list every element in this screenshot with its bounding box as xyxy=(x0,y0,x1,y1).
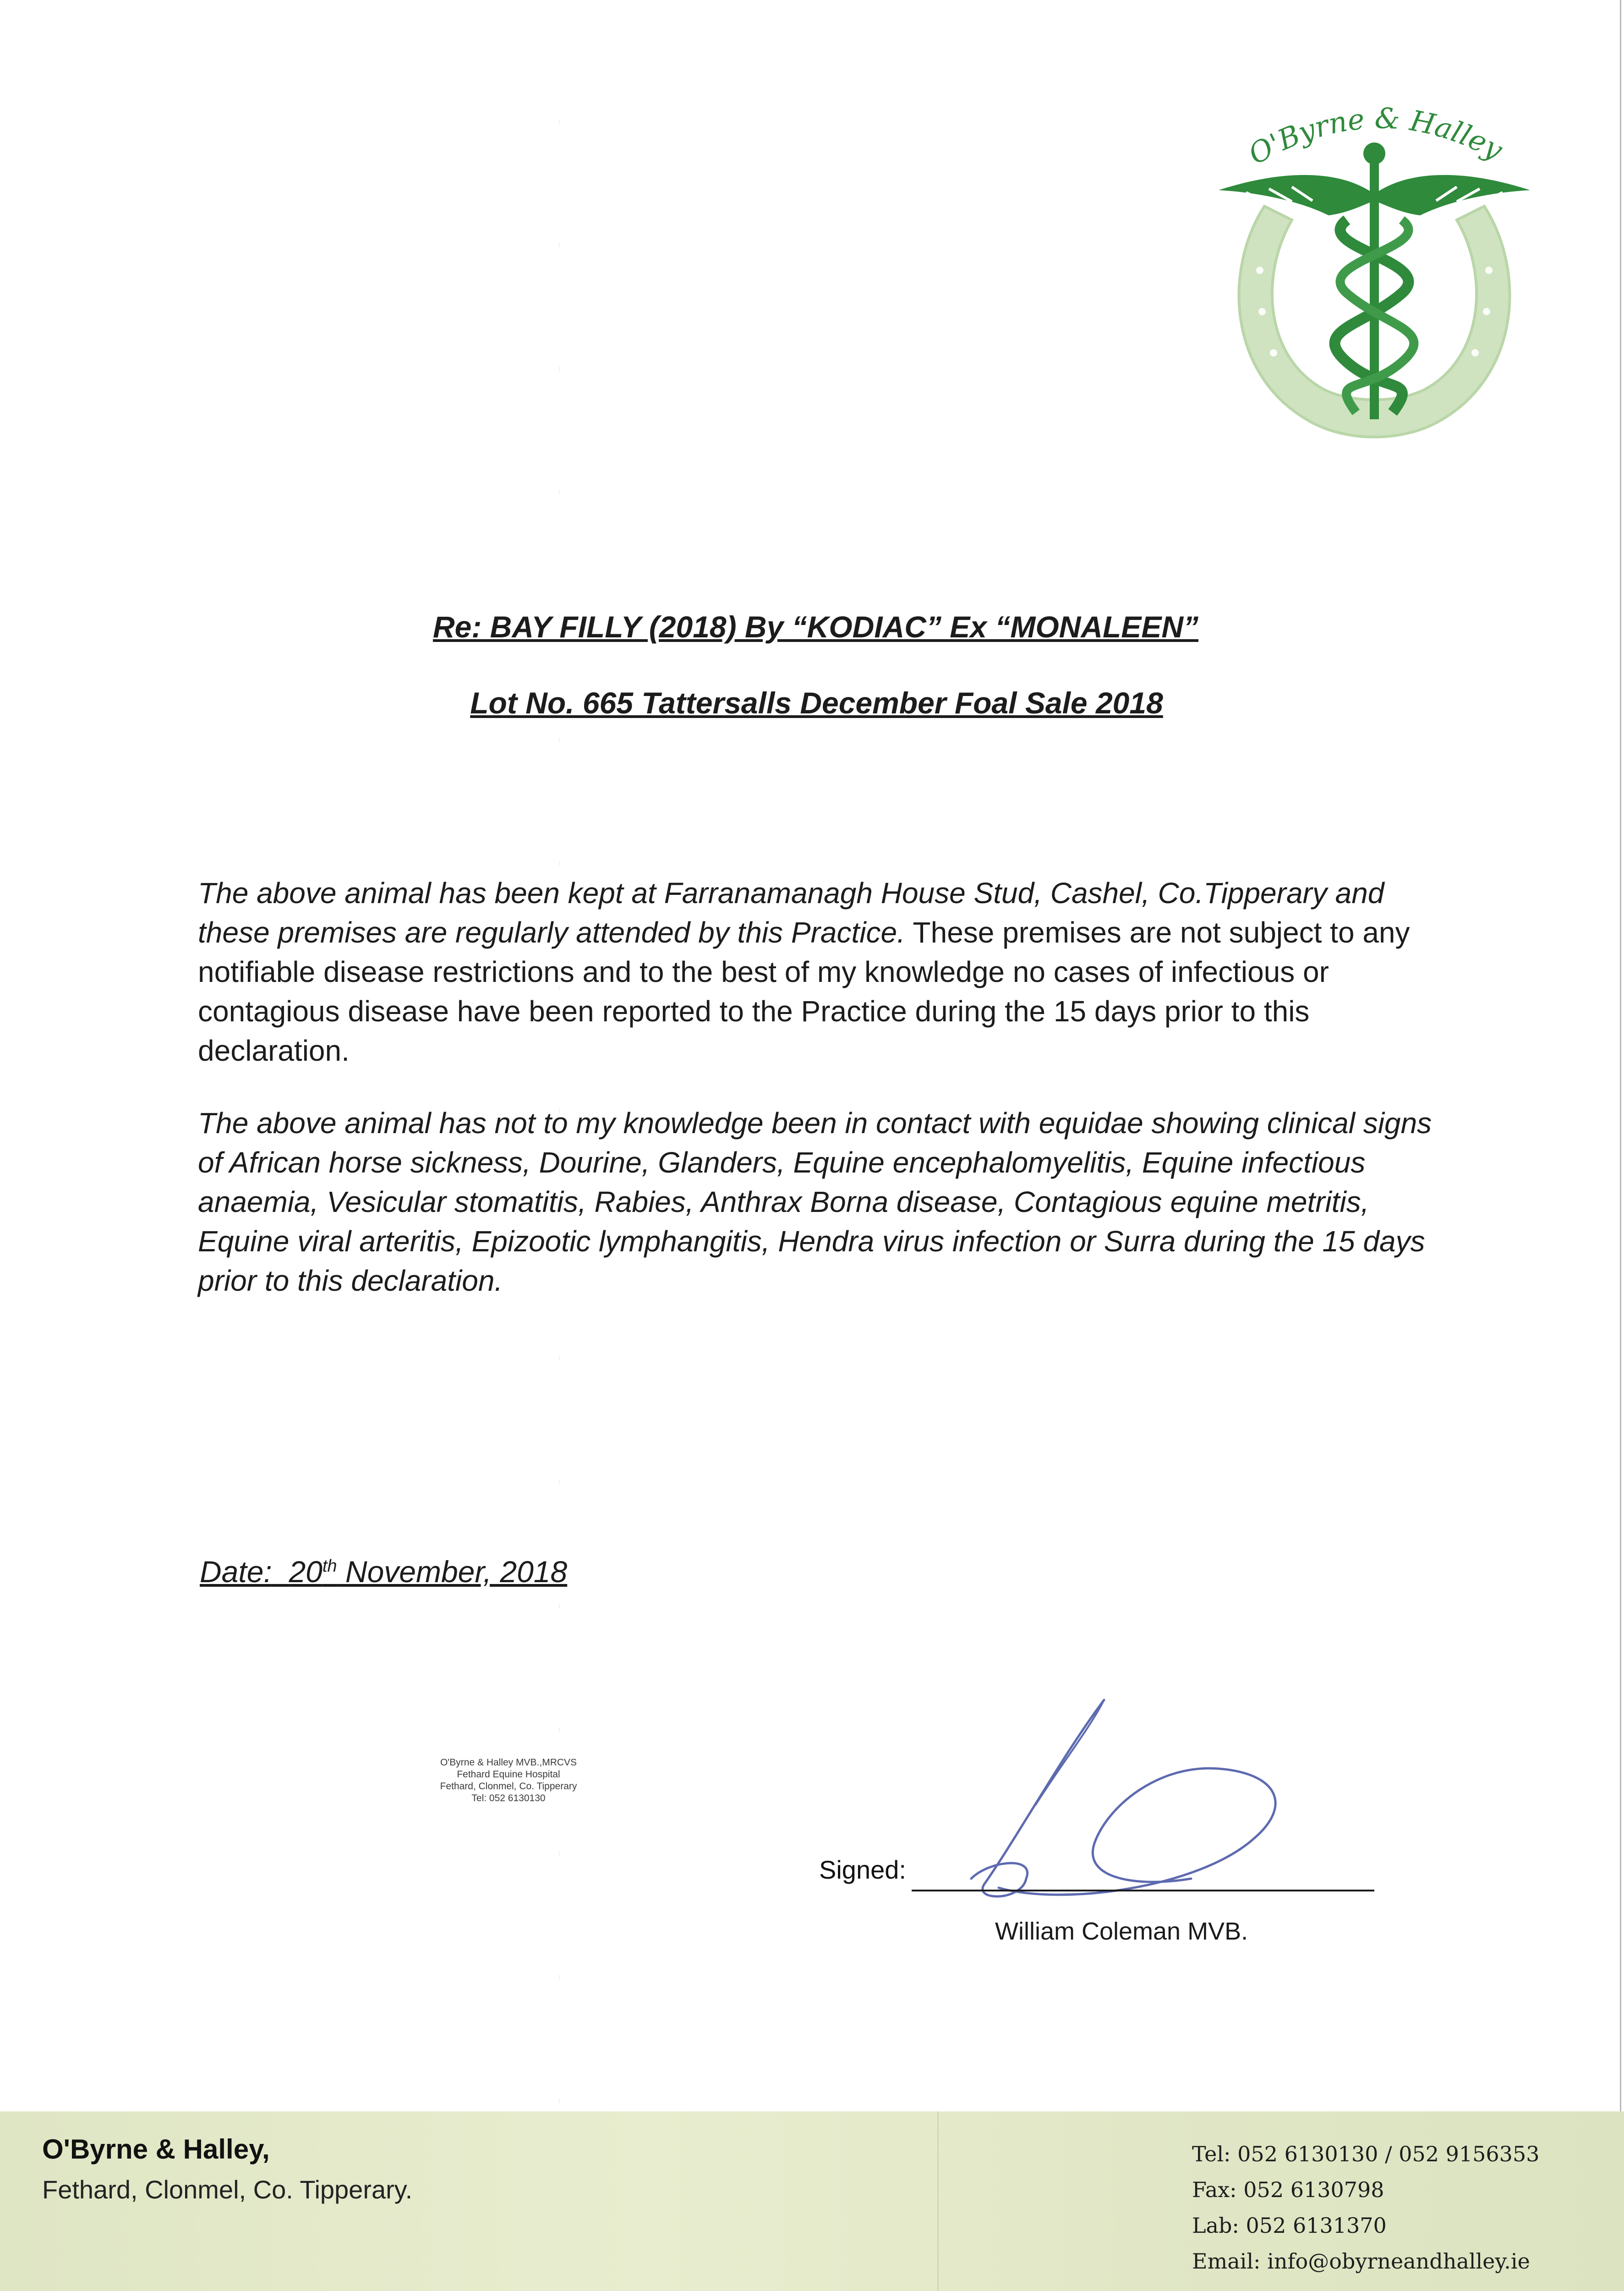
declaration-paragraph-1 xyxy=(198,873,1453,1070)
date-line xyxy=(200,1554,567,1589)
footer-firm-name: O'Byrne & Halley, xyxy=(42,2134,270,2165)
letterhead-footer xyxy=(0,2111,1624,2291)
subject-heading xyxy=(0,609,1624,644)
signature-line xyxy=(912,1890,1374,1891)
footer-contacts xyxy=(1192,2136,1539,2279)
stamp-line-4: Tel: 052 6130130 xyxy=(471,1793,546,1803)
footer-fax: Fax: 052 6130798 xyxy=(1192,2177,1384,2202)
declaration-paragraph-2: The above animal has not to my knowledge been in contact with equidae showing clinical signs of African horse sickness, Dourine, Glanders, Equine encephalomyelitis, Equine infectious anaemia, Vesicular stomatitis, Rabies, Anthrax Borna disease, Contagious equine metritis, Equine viral arteritis, Epizootic lymphangitis, Hendra virus infection or Surra during the 15 days prior to this declaration. xyxy=(198,1107,1432,1297)
footer-tel: Tel: 052 6130130 / 052 9156353 xyxy=(1192,2142,1540,2166)
practice-stamp xyxy=(394,1757,623,1804)
stamp-line-3: Fethard, Clonmel, Co. Tipperary xyxy=(440,1781,577,1792)
lot-heading xyxy=(0,685,1624,720)
subject-heading-text: Re: BAY FILLY (2018) By “KODIAC” Ex “MONALEEN” xyxy=(432,610,1199,644)
paragraph-1-rest: These premises are not subject to any notifiable disease restrictions and to the best of my knowledge no cases of infectious or contagious disease have been reported to the Practice during the 15 days prior to this declaration. xyxy=(198,916,1410,1067)
signed-label: Signed: xyxy=(819,1855,906,1884)
date-label: Date: xyxy=(200,1555,272,1589)
practice-logo xyxy=(1209,55,1539,449)
page-right-edge xyxy=(1620,0,1621,2291)
handwritten-signature xyxy=(944,1686,1292,1902)
paragraph-1-italic: The above animal has been kept at Farranamanagh House Stud, Cashel, Co.Tipperary and these premises are regularly attended by this Practice. xyxy=(198,877,1384,949)
footer-divider xyxy=(937,2111,939,2291)
stamp-line-2: Fethard Equine Hospital xyxy=(457,1769,560,1780)
footer-address: Fethard, Clonmel, Co. Tipperary. xyxy=(42,2175,413,2204)
date-rest: November, 2018 xyxy=(337,1555,568,1589)
footer-email: Email: info@obyrneandhalley.ie xyxy=(1192,2249,1530,2274)
logo-text: O'Byrne & Halley xyxy=(1243,101,1509,171)
stamp-line-1: O'Byrne & Halley MVB.,MRCVS xyxy=(440,1757,577,1768)
signer-name: William Coleman MVB. xyxy=(995,1918,1248,1945)
date-suffix: th xyxy=(322,1557,337,1576)
date-day: 20 xyxy=(289,1555,323,1589)
lot-heading-text: Lot No. 665 Tattersalls December Foal Sale 2018 xyxy=(470,686,1163,720)
footer-lab: Lab: 052 6131370 xyxy=(1192,2213,1387,2238)
caduceus-horseshoe-logo-icon xyxy=(1209,55,1539,449)
